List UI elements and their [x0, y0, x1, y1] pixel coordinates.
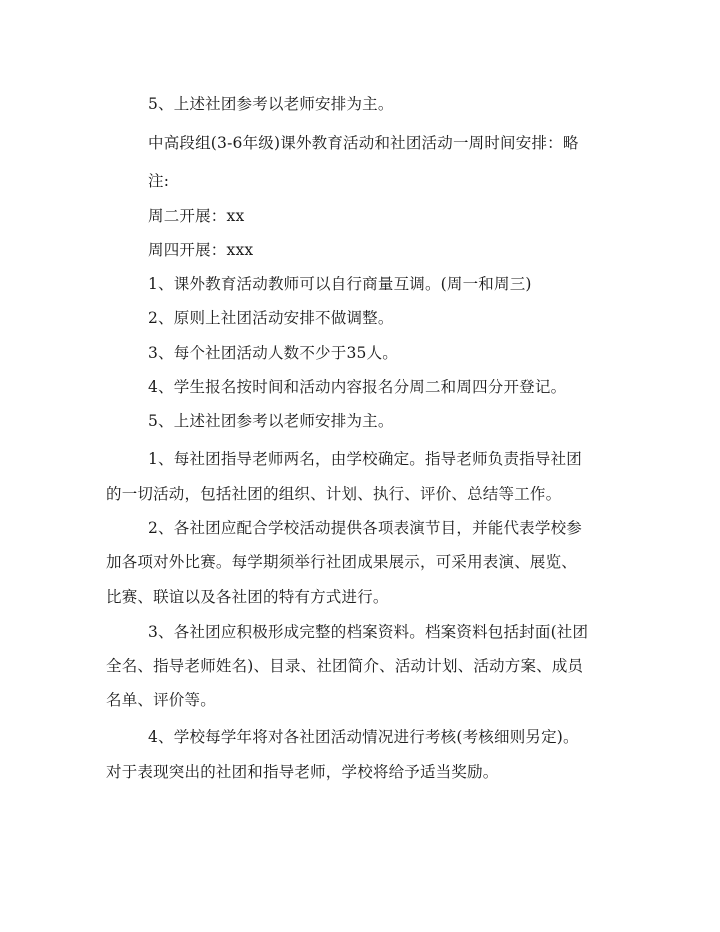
text-line: 的一切活动，包括社团的组织、计划、执行、评价、总结等工作。	[106, 485, 562, 503]
text-line: 周四开展：xxx	[148, 241, 254, 259]
text-line: 3、各社团应积极形成完整的档案资料。档案资料包括封面(社团	[148, 623, 589, 641]
text-line: 对于表现突出的社团和指导老师，学校将给予适当奖励。	[106, 763, 499, 781]
text-line: 4、学校每学年将对各社团活动情况进行考核(考核细则另定)。	[148, 728, 579, 746]
text-line: 2、各社团应配合学校活动提供各项表演节目，并能代表学校参	[148, 519, 582, 537]
text-line: 3、每个社团活动人数不少于35人。	[148, 344, 398, 362]
text-line: 4、学生报名按时间和活动内容报名分周二和周四分开登记。	[148, 378, 567, 396]
text-line: 加各项对外比赛。每学期须举行社团成果展示，可采用表演、展览、	[106, 553, 578, 571]
text-line: 注:	[148, 172, 170, 190]
text-line: 5、上述社团参考以老师安排为主。	[148, 95, 394, 113]
text-line: 周二开展：xx	[148, 207, 245, 225]
text-line: 1、每社团指导老师两名，由学校确定。指导老师负责指导社团	[148, 450, 582, 468]
text-line: 名单、评价等。	[106, 691, 216, 709]
text-line: 2、原则上社团活动安排不做调整。	[148, 309, 394, 327]
text-line: 中高段组(3-6年级)课外教育活动和社团活动一周时间安排：略	[148, 134, 579, 152]
text-line: 5、上述社团参考以老师安排为主。	[148, 412, 394, 430]
text-line: 比赛、联谊以及各社团的特有方式进行。	[106, 588, 389, 606]
text-line: 全名、指导老师姓名)、目录、社团简介、活动计划、活动方案、成员	[106, 657, 584, 675]
text-line: 1、课外教育活动教师可以自行商量互调。(周一和周三)	[148, 275, 532, 293]
